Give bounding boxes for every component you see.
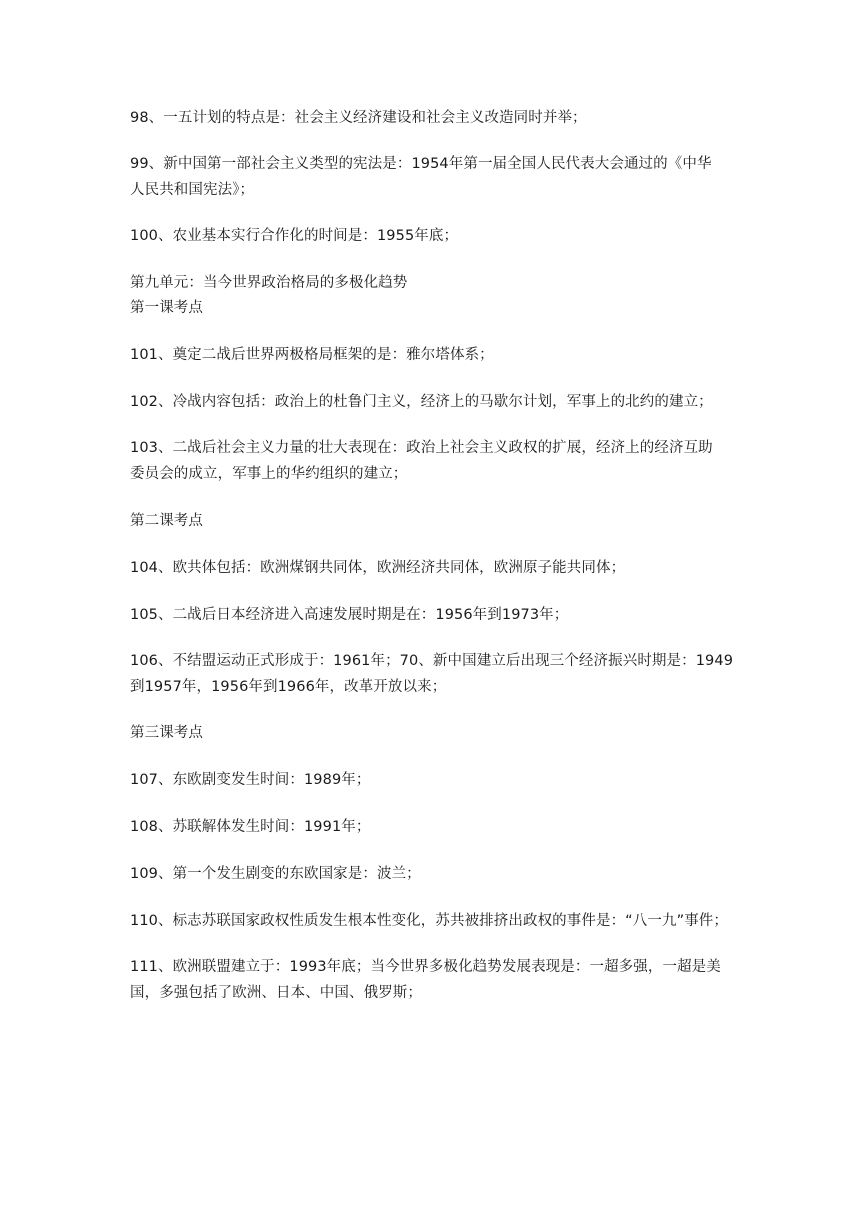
lesson-one-heading: 第一课考点 (130, 300, 203, 316)
item-110-line: 110、标志苏联国家政权性质发生根本性变化，苏共被排挤出政权的事件是：“八一九”事件； (130, 913, 728, 929)
item-109-line: 109、第一个发生剧变的东欧国家是：波兰； (130, 866, 421, 882)
item-111-line-2: 国，多强包括了欧洲、日本、中国、俄罗斯； (130, 985, 422, 1001)
lesson-three-heading: 第三课考点 (130, 725, 203, 741)
lesson-two-heading: 第二课考点 (130, 513, 203, 529)
item-98-line: 98、一五计划的特点是：社会主义经济建设和社会主义改造同时并举； (130, 110, 587, 126)
item-103-line-2: 委员会的成立，军事上的华约组织的建立； (130, 466, 408, 482)
item-100-line: 100、农业基本实行合作化的时间是：1955年底； (130, 228, 459, 244)
item-106-line-1: 106、不结盟运动正式形成于：1961年；70、新中国建立后出现三个经济振兴时期是：1949 (130, 653, 734, 669)
item-108-line: 108、苏联解体发生时间：1991年； (130, 819, 371, 835)
item-103-line-1: 103、二战后社会主义力量的壮大表现在：政治上社会主义政权的扩展，经济上的经济互助 (130, 440, 713, 456)
item-101-line: 101、奠定二战后世界两极格局框架的是：雅尔塔体系； (130, 347, 494, 363)
item-107-line: 107、东欧剧变发生时间：1989年； (130, 772, 371, 788)
item-99-line-2: 人民共和国宪法》； (130, 182, 255, 198)
item-102-line: 102、冷战内容包括：政治上的杜鲁门主义，经济上的马歇尔计划，军事上的北约的建立； (130, 394, 713, 410)
item-105-line: 105、二战后日本经济进入高速发展时期是在：1956年到1973年； (130, 607, 569, 623)
unit-nine-heading: 第九单元：当今世界政治格局的多极化趋势 (130, 275, 408, 291)
item-106-line-2: 到1957年，1956年到1966年，改革开放以来； (130, 679, 447, 695)
item-111-line-1: 111、欧洲联盟建立于：1993年底；当今世界多极化趋势发展表现是：一超多强，一超是美 (130, 959, 721, 975)
item-99-line-1: 99、新中国第一部社会主义类型的宪法是：1954年第一届全国人民代表大会通过的《中华 (130, 156, 712, 172)
item-104-line: 104、欧共体包括：欧洲煤钢共同体，欧洲经济共同体，欧洲原子能共同体； (130, 560, 626, 576)
